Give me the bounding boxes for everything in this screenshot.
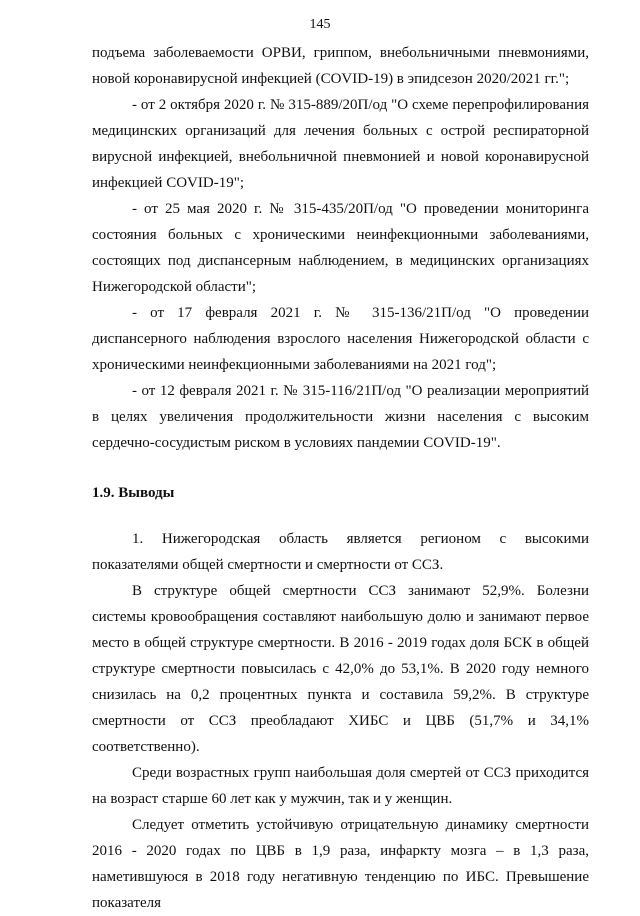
- paragraph: подъема заболеваемости ОРВИ, гриппом, внебольничными пневмониями, новой коронавирусной инфекцией (COVID-19) в эпидсезон 2020/2021 гг.";: [92, 45, 589, 87]
- document-body: [92, 40, 589, 916]
- list-item-order-2-october: - от 2 октября 2020 г. № 315-889/20П/од "О схеме перепрофилирования медицинских организаций для лечения больных с острой респираторной вирусной инфекцией, внебольничной пневмонией и новой коронавирусной инфекцией COVID-19";: [92, 97, 589, 191]
- conclusion-paragraph-4: Следует отметить устойчивую отрицательную динамику смертности 2016 - 2020 годах по ЦВБ в 1,9 раза, инфаркту мозга – в 1,3 раза, наметившуюся в 2018 году негативную тенденцию по ИБС. Превышение показателя: [92, 817, 589, 911]
- list-item-order-17-february: - от 17 февраля 2021 г. № 315-136/21П/од "О проведении диспансерного наблюдения взрослого населения Нижегородской области с хроническими неинфекционными заболеваниями на 2021 год";: [92, 305, 589, 373]
- conclusion-paragraph-3: Среди возрастных групп наибольшая доля смертей от ССЗ приходится на возраст старше 60 лет как у мужчин, так и у женщин.: [92, 765, 589, 807]
- conclusion-paragraph-1: 1. Нижегородская область является регионом с высокими показателями общей смертности и смертности от ССЗ.: [92, 531, 589, 573]
- section-title: 1.9. Выводы: [92, 485, 175, 501]
- page-number: 145: [309, 17, 331, 32]
- list-item-order-12-february: - от 12 февраля 2021 г. № 315-116/21П/од "О реализации мероприятий в целях увеличения продолжительности жизни населения с высоким сердечно-сосудистым риском в условиях пандемии COVID-19".: [92, 383, 589, 451]
- conclusion-paragraph-2: В структуре общей смертности ССЗ занимают 52,9%. Болезни системы кровообращения составляют наибольшую долю и занимают первое место в общей структуре смертности. В 2016 - 2019 годах доля БСК в общей структуре смертности повысилась с 42,0% до 53,1%. В 2020 году немного снизилась на 0,2 процентных пункта и составила 59,2%. В структуре смертности от ССЗ преобладают ХИБС и ЦВБ (51,7% и 34,1% соответственно).: [92, 583, 589, 755]
- list-item-order-25-may: - от 25 мая 2020 г. № 315-435/20П/од "О проведении мониторинга состояния больных с хроническими неинфекционными заболеваниями, состоящих под диспансерным наблюдением, в медицинских организациях Нижегородской области";: [92, 201, 589, 295]
